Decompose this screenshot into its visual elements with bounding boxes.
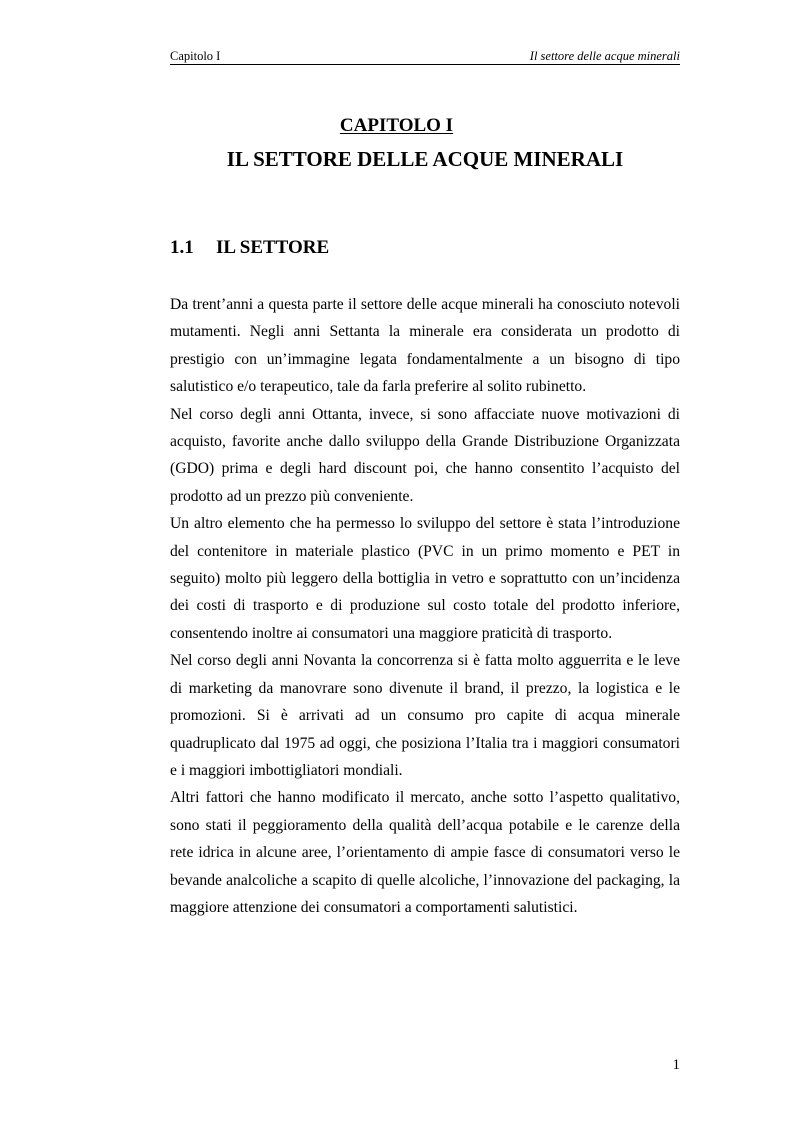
paragraph: Da trent’anni a questa parte il settore delle acque minerali ha conosciuto notevoli mutamenti. Negli anni Settanta la minerale era considerata un prodotto di prestigio con un’immagine legata fondamentalmente a un bisogno di tipo salutistico e/o terapeutico, tale da farla preferire al solito rubinetto. (170, 296, 680, 396)
paragraph: Un altro elemento che ha permesso lo sviluppo del settore è stata l’introduzione del contenitore in materiale plastico (PVC in un primo momento e PET in seguito) molto più leggero della bottiglia in vetro e soprattutto con un’incidenza dei costi di trasporto e di produzione sul costo totale del prodotto inferiore, consentendo inoltre ai consumatori una maggiore praticità di trasporto. (170, 515, 680, 642)
header-chapter-title: Il settore delle acque minerali (529, 49, 680, 63)
paragraph: Altri fattori che hanno modificato il mercato, anche sotto l’aspetto qualitativo, sono stati il peggioramento della qualità dell’acqua potabile e le carenze della rete idrica in alcune aree, l’orientamento di ampie fasce di consumatori verso le bevande analcoliche a scapito di quelle alcoliche, l’innovazione del packaging, la maggiore attenzione dei consumatori a comportamenti salutistici. (170, 789, 680, 916)
chapter-label (0, 114, 793, 138)
section-number: 1.1 (170, 237, 194, 258)
page-number: 1 (672, 1057, 680, 1073)
section-heading (170, 236, 329, 260)
paragraph: Nel corso degli anni Novanta la concorrenza si è fatta molto agguerrita e le leve di marketing da manovrare sono divenute il brand, il prezzo, la logistica e le promozioni. Si è arrivati ad un consumo pro capite di acqua minerale quadruplicato dal 1975 ad oggi, che posiziona l’Italia tra i maggiori consumatori e i maggiori imbottigliatori mondiali. (170, 652, 680, 779)
header-chapter-label: Capitolo I (170, 49, 221, 63)
body-text (170, 291, 680, 921)
chapter-label-text: CAPITOLO I (339, 115, 454, 136)
section-title: IL SETTORE (216, 237, 330, 258)
paragraph: Nel corso degli anni Ottanta, invece, si sono affacciate nuove motivazioni di acquisto, favorite anche dallo sviluppo della Grande Distribuzione Organizzata (GDO) prima e degli hard discount poi, che hanno consentito l’acquisto del prodotto ad un prezzo più conveniente. (170, 405, 680, 505)
running-header (170, 48, 680, 65)
chapter-title: IL SETTORE DELLE ACQUE MINERALI (226, 147, 624, 171)
